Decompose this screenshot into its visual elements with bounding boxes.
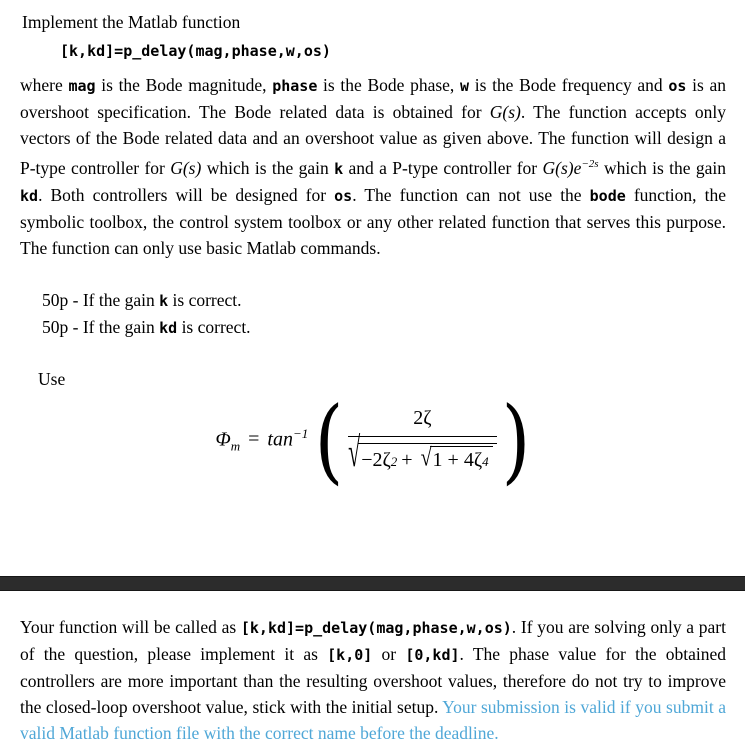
text-segment: 50p - If the gain <box>42 289 160 310</box>
inline-code-segment: kd <box>159 318 178 337</box>
text-segment: is the Bode phase, <box>317 75 460 95</box>
denominator-term: −2ζ <box>361 449 391 472</box>
text-segment: is correct. <box>177 316 251 337</box>
paragraph-description <box>20 72 726 261</box>
text-segment: where <box>20 75 69 95</box>
phi-symbol: Φ <box>215 428 231 451</box>
text-segment: . The function accepts only vectors of the Bode related data and an overshoot value as given above. The function will design a P-type controller for <box>20 102 726 178</box>
inline-code-segment: kd <box>20 186 39 205</box>
text-segment: is the Bode magnitude, <box>95 75 273 95</box>
paragraph-submission-notes <box>20 614 726 746</box>
text-segment: Your function will be called as <box>20 617 241 637</box>
link-text-segment[interactable]: Your submission is valid if you submit a valid Matlab <box>20 697 726 743</box>
superscript-segment: −2s <box>581 158 599 170</box>
text-segment: and a P-type controller for <box>343 157 543 178</box>
inline-code-segment: [k,0] <box>327 646 373 664</box>
text-segment: . The function can not use the <box>352 184 590 205</box>
inline-code-segment: [0,kd] <box>405 646 460 664</box>
text-segment: or <box>372 644 406 664</box>
text-segment: . The phase value for the obtained controllers are more important than the resulting overshoot values, therefore do not try to improve the closed-loop overshoot value, stick with the initial setup. <box>20 644 726 717</box>
inline-code-segment: k <box>334 159 344 178</box>
formula-lhs <box>215 426 308 455</box>
inline-code-segment: mag <box>68 77 96 95</box>
text-segment: which is the gain <box>201 157 335 178</box>
equals-sign: = <box>248 428 260 451</box>
grading-item-k <box>42 287 726 314</box>
right-paren: ) <box>501 386 530 494</box>
fraction-denominator <box>348 428 496 476</box>
plus-sign: + <box>401 449 413 472</box>
denominator-term-exponent: 2 <box>390 454 398 470</box>
function-signature: [k,kd]=p_delay(mag,phase,w,os) <box>60 42 331 60</box>
inline-code-segment: bode <box>589 186 626 205</box>
grading-item-kd <box>42 314 726 341</box>
text-segment: function, the symbolic toolbox, the control system toolbox or any other related function that serves this purpose. The function can only use basic Matlab commands. <box>20 184 726 258</box>
math-segment: G(s) <box>170 157 202 178</box>
use-label: Use <box>38 368 66 389</box>
math-segment: G(s) <box>489 102 521 122</box>
text-segment: is correct. <box>168 289 242 310</box>
grading-list <box>42 287 726 341</box>
fraction-numerator: 2ζ <box>413 407 432 430</box>
inline-code-segment: os <box>668 77 687 95</box>
inline-code-segment: phase <box>272 77 318 95</box>
text-segment: 50p - If the gain <box>42 316 160 337</box>
inner-term: 1 + 4ζ <box>432 449 483 472</box>
math-segment: G(s)e <box>542 157 582 178</box>
inline-code-segment: os <box>334 186 353 205</box>
phi-subscript: m <box>230 438 241 454</box>
fraction <box>348 407 496 476</box>
inline-code-segment: k <box>159 291 169 310</box>
link-text-segment[interactable]: function file with the correct name before the deadline. <box>113 723 499 743</box>
phase-margin-formula <box>20 386 726 494</box>
page-1-content <box>20 8 727 494</box>
page-break-divider <box>0 576 745 591</box>
text-segment: . Both controllers will be designed for <box>38 184 335 205</box>
tan-exponent: −1 <box>292 425 309 441</box>
text-segment: is an overshoot specification. The Bode related data is obtained for <box>20 75 726 122</box>
text-segment: is the Bode frequency and <box>469 75 669 95</box>
intro-line: Implement the Matlab function <box>22 12 241 32</box>
text-segment: which is the gain <box>598 157 727 178</box>
inline-code-segment: [k,kd]=p_delay(mag,phase,w,os) <box>240 619 512 637</box>
radical-sign: √ <box>420 444 432 473</box>
inner-radical-body <box>430 446 493 472</box>
left-paren: ( <box>314 386 344 494</box>
inline-code-segment: w <box>460 77 470 95</box>
radical-sign: √ <box>348 428 361 476</box>
tan-function: tan <box>267 428 293 451</box>
radical-body <box>358 443 496 472</box>
page-2-content <box>20 614 726 746</box>
text-segment: . If you are solving only a part of the question, please implement it as <box>20 617 726 664</box>
inner-term-exponent: 4 <box>482 454 489 470</box>
